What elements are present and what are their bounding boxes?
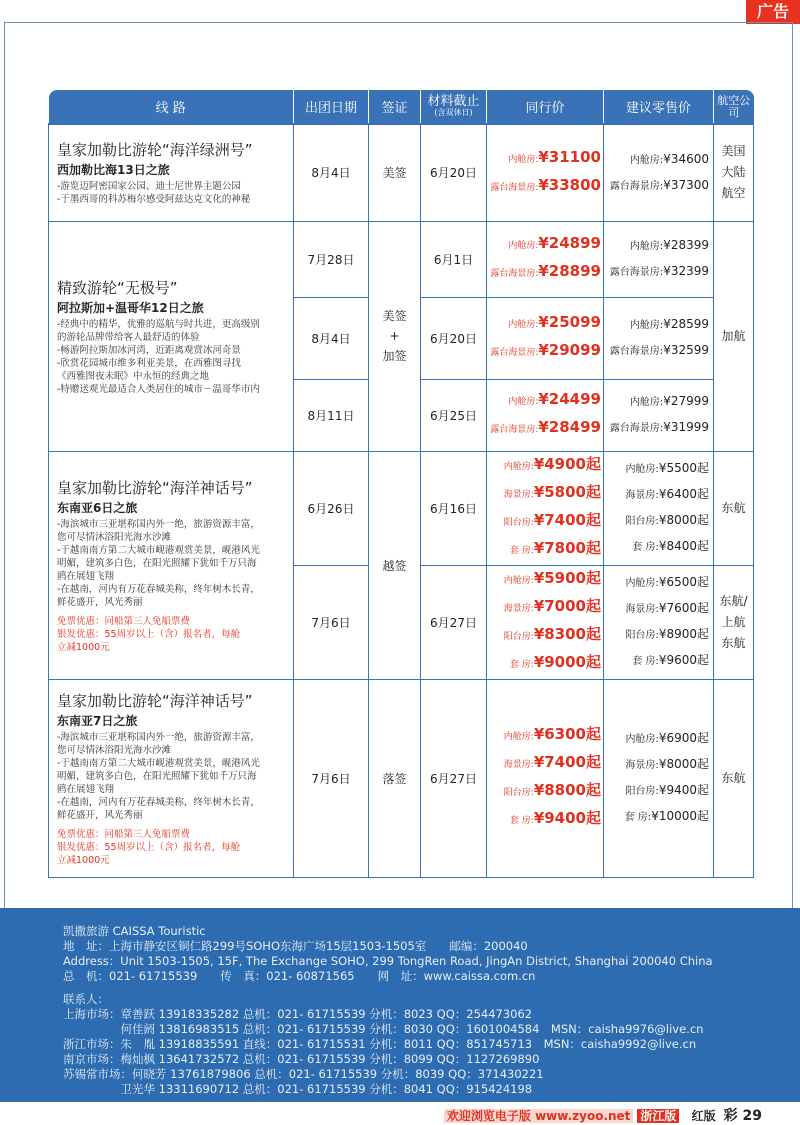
desc-line: -在越南，河内有万花春城美称，终年树木长青， (57, 583, 260, 595)
price-value: ¥8000起 (658, 757, 709, 771)
promo-line: 免票优惠：同船第三人免船票费 (57, 615, 191, 627)
price-value: ¥9000起 (533, 653, 601, 671)
airline-line: 上航 (721, 614, 746, 629)
price-label: 套 房: (624, 812, 652, 823)
desc-line: 您可尽情沐浴阳光海水沙滩 (57, 744, 172, 756)
desc-line: -在越南，河内有万花春城美称，终年树木长青， (57, 796, 260, 808)
price-value: ¥31999 (663, 420, 709, 434)
price-label: 露台海景房: (490, 269, 539, 279)
price-value: ¥6500起 (658, 575, 709, 589)
peer-price (487, 297, 604, 379)
price-value: ¥6300起 (533, 725, 601, 743)
airline-line: 东航/ (719, 593, 748, 608)
airline-line: 美国 (721, 144, 746, 159)
airline: 东航 (714, 451, 754, 565)
price-label: 套 房: (509, 546, 534, 556)
departure-date: 7月6日 (294, 565, 369, 679)
price-value: ¥10000起 (651, 809, 709, 823)
desc-line: 明媚，建筑多白色，在阳光照耀下犹如千万只海 (57, 770, 257, 782)
price-label: 套 房: (509, 816, 534, 826)
region-badge: 浙江版 (637, 1109, 679, 1123)
retail-price (604, 379, 714, 451)
peer-price (487, 379, 604, 451)
desc-line: 的游轮品牌带给客人最舒适的体验 (57, 331, 200, 343)
retail-price (604, 297, 714, 379)
price-value: ¥9400起 (533, 809, 601, 827)
table-row (49, 451, 754, 565)
price-value: ¥28399 (663, 238, 709, 252)
price-label: 海景房: (503, 760, 534, 770)
ad-tag: 广告 (746, 0, 800, 24)
retail-price (604, 451, 714, 565)
price-label: 内舱房: (629, 320, 664, 331)
departure-date: 8月4日 (294, 297, 369, 379)
phone-info: 总 机：021- 61715539 传 真：021- 60871565 网 址：www.caissa.com.cn (63, 969, 536, 983)
airline: 加航 (714, 221, 754, 451)
table-row (49, 221, 754, 297)
visa: 美签 (369, 124, 421, 221)
trip-title: 皇家加勒比游轮“海洋神话号” (57, 478, 253, 497)
price-value: ¥29099 (538, 341, 601, 359)
price-label: 内舱房: (503, 462, 534, 472)
price-value: ¥8900起 (658, 627, 709, 641)
desc-line: -于墨西哥的科苏梅尔感受阿兹达克文化的神秘 (57, 194, 251, 206)
desc-line: -欣赏花园城市维多利亚美景，在西雅图寻找 (57, 357, 241, 369)
header-peer-price: 同行价 (487, 90, 604, 124)
price-label: 海景房: (503, 490, 534, 500)
price-value: ¥7600起 (658, 601, 709, 615)
price-label: 内舱房: (508, 154, 539, 165)
departure-date: 7月28日 (294, 221, 369, 297)
price-value: ¥24899 (538, 234, 601, 252)
price-value: ¥28599 (663, 317, 709, 331)
departure-date: 7月6日 (294, 679, 369, 877)
retail-price (604, 221, 714, 297)
price-label: 内舱房: (625, 578, 659, 589)
price-value: ¥7800起 (533, 539, 601, 557)
peer-price (487, 124, 604, 221)
desc-line: -特赠送观光最适合人类居住的城市－温哥华市内 (57, 383, 260, 395)
trip-desc (57, 518, 287, 609)
price-value: ¥6400起 (658, 487, 709, 501)
page-number: 彩 29 (723, 1108, 762, 1124)
price-label: 内舱房: (629, 397, 664, 408)
route-cell (49, 679, 294, 877)
contact-footer (0, 908, 800, 1102)
price-value: ¥9600起 (658, 653, 709, 667)
desc-line: 鲜花盛开，风光秀丽 (57, 809, 143, 821)
desc-line: 鸥在展翅飞翔 (57, 570, 115, 582)
price-label: 内舱房: (629, 154, 664, 166)
price-label: 海景房: (625, 760, 659, 771)
contact-line: 南京市场：梅灿枫 13641732572 总机：021- 61715539 分机：8099 QQ：1127269890 (63, 1052, 540, 1066)
price-label: 海景房: (625, 490, 659, 501)
company-name: 凯撒旅游 CAISSA Touristic (63, 924, 206, 938)
peer-price (487, 221, 604, 297)
contact-line: 浙江市场：朱 胤 13918835591 直线：021- 61715531 分机：8011 QQ：851745713 MSN：caisha9992@live.cn (63, 1037, 697, 1051)
address-en: Address：Unit 1503-1505, 15F, The Exchange SOHO, 299 TongRen Road, JingAn District, Shanghai 200040 China (63, 954, 713, 968)
edition: 红版 (691, 1109, 716, 1123)
route-cell (49, 221, 294, 451)
trip-title: 皇家加勒比游轮“海洋神话号” (57, 691, 253, 710)
price-value: ¥25099 (538, 313, 601, 331)
airline-line: 东航 (721, 635, 746, 650)
desc-line: -经典中的精华，优雅的巡航与时共进，更高级别 (57, 318, 260, 330)
price-value: ¥7400起 (533, 511, 601, 529)
price-label: 内舱房: (508, 241, 539, 251)
airline: 东航 (714, 679, 754, 877)
price-label: 套 房: (632, 542, 659, 553)
header-deadline (421, 90, 487, 124)
visa-line: 加签 (382, 349, 407, 363)
price-label: 阳台房: (625, 516, 659, 527)
price-value: ¥8400起 (658, 539, 709, 553)
price-value: ¥9400起 (658, 783, 709, 797)
price-value: ¥34600 (663, 151, 709, 166)
desc-line: 《西雅图夜未眠》中永恒的经典之地 (57, 370, 210, 382)
header-route: 线 路 (49, 90, 294, 124)
price-label: 内舱房: (503, 732, 534, 742)
retail-price (604, 124, 714, 221)
airline-line: 大陆 (721, 165, 746, 180)
price-value: ¥8300起 (533, 625, 601, 643)
promo-text (57, 828, 287, 867)
visa-line: 美签 (382, 309, 407, 323)
trip-subtitle: 阿拉斯加+温哥华12日之旅 (57, 300, 204, 315)
airline (714, 565, 754, 679)
price-value: ¥8800起 (533, 781, 601, 799)
trip-desc (57, 318, 287, 396)
price-label: 露台海景房: (609, 180, 664, 192)
header-airline: 航空公司 (714, 90, 754, 124)
price-label: 露台海景房: (609, 267, 664, 278)
tour-table (48, 90, 754, 878)
deadline: 6月27日 (421, 679, 487, 877)
departure-date: 6月26日 (294, 451, 369, 565)
trip-title: 皇家加勒比游轮“海洋绿洲号” (57, 141, 253, 160)
trip-title: 精致游轮“无极号” (57, 278, 178, 297)
price-value: ¥5500起 (658, 461, 709, 475)
trip-desc (57, 731, 287, 822)
price-label: 套 房: (509, 660, 534, 670)
trip-subtitle: 东南亚7日之旅 (57, 713, 138, 728)
table-row (49, 679, 754, 877)
welcome-text: 欢迎浏览电子版 www.zyoo.net (444, 1109, 634, 1123)
price-label: 内舱房: (629, 241, 664, 252)
visa-line: + (389, 329, 400, 343)
price-value: ¥4900起 (533, 455, 601, 473)
trip-desc (57, 180, 287, 206)
visa: 越签 (369, 451, 421, 679)
price-value: ¥7400起 (533, 753, 601, 771)
desc-line: 明媚，建筑多白色，在阳光照耀下犹如千万只海 (57, 557, 257, 569)
desc-line: 您可尽情沐浴阳光海水沙滩 (57, 531, 172, 543)
deadline: 6月20日 (421, 297, 487, 379)
departure-date: 8月11日 (294, 379, 369, 451)
deadline: 6月20日 (421, 124, 487, 221)
price-label: 海景房: (625, 604, 659, 615)
price-label: 套 房: (632, 656, 659, 667)
price-label: 露台海景房: (490, 182, 539, 193)
price-label: 内舱房: (503, 576, 534, 586)
departure-date: 8月4日 (294, 124, 369, 221)
price-value: ¥6900起 (658, 731, 709, 745)
contacts-title: 联系人： (63, 992, 109, 1006)
price-label: 阳台房: (625, 786, 659, 797)
trip-subtitle: 东南亚6日之旅 (57, 500, 138, 515)
price-label: 阳台房: (503, 788, 534, 798)
deadline: 6月25日 (421, 379, 487, 451)
desc-line: -畅游阿拉斯加冰河湾，近距离观赏冰河奇景 (57, 344, 241, 356)
price-value: ¥37300 (663, 177, 709, 192)
price-label: 阳台房: (625, 630, 659, 641)
price-label: 露台海景房: (490, 348, 539, 358)
deadline: 6月27日 (421, 565, 487, 679)
retail-price (604, 679, 714, 877)
price-value: ¥33800 (538, 175, 601, 194)
table-row (49, 124, 754, 221)
price-value: ¥31100 (538, 147, 601, 166)
desc-line: -于越南南方第二大城市岘港观赏美景，岘港风光 (57, 544, 260, 556)
price-label: 内舱房: (625, 734, 659, 745)
header-deadline-sub: (含双休日) (434, 108, 473, 117)
deadline: 6月16日 (421, 451, 487, 565)
route-cell (49, 124, 294, 221)
price-value: ¥5800起 (533, 483, 601, 501)
desc-line: -于越南南方第二大城市岘港观赏美景，岘港风光 (57, 757, 260, 769)
desc-line: -海滨城市三亚堪称国内外一绝，旅游资源丰富， (57, 731, 260, 743)
contact-line: 何佳阏 13816983515 总机：021- 61715539 分机：8030 QQ：1601004584 MSN：caisha9976@live.cn (63, 1022, 704, 1036)
price-label: 阳台房: (503, 632, 534, 642)
price-label: 露台海景房: (609, 423, 664, 434)
price-label: 露台海景房: (490, 425, 539, 435)
header-date: 出团日期 (294, 90, 369, 124)
header-visa: 签证 (369, 90, 421, 124)
price-label: 阳台房: (503, 518, 534, 528)
price-label: 露台海景房: (609, 346, 664, 357)
desc-line: 鲜花盛开，风光秀丽 (57, 596, 143, 608)
price-value: ¥32399 (663, 264, 709, 278)
price-value: ¥8000起 (658, 513, 709, 527)
contact-line: 苏锡常市场：何晓芳 13761879806 总机：021- 61715539 分机：8039 QQ：371430221 (63, 1067, 544, 1081)
peer-price (487, 565, 604, 679)
price-label: 内舱房: (508, 320, 539, 330)
promo-line: 免票优惠：同船第三人免船票费 (57, 828, 191, 840)
price-value: ¥28899 (538, 262, 601, 280)
header-deadline-main: 材料截止 (427, 94, 480, 109)
deadline: 6月1日 (421, 221, 487, 297)
address-cn: 地 址：上海市静安区铜仁路299号SOHO东海广场15层1503-1505室 邮编：200040 (63, 939, 528, 953)
desc-line: -海滨城市三亚堪称国内外一绝，旅游资源丰富， (57, 518, 260, 530)
trip-subtitle: 西加勒比海13日之旅 (57, 163, 170, 178)
contact-line: 卫光华 13311690712 总机：021- 61715539 分机：8041 QQ：915424198 (63, 1082, 533, 1096)
header-retail-price: 建议零售价 (604, 90, 714, 124)
price-value: ¥5900起 (533, 569, 601, 587)
price-label: 海景房: (503, 604, 534, 614)
price-value: ¥27999 (663, 394, 709, 408)
desc-line: 鸥在展翅飞翔 (57, 783, 115, 795)
route-cell (49, 451, 294, 679)
peer-price (487, 451, 604, 565)
price-label: 内舱房: (625, 464, 659, 475)
promo-line: 银发优惠：55周岁以上（含）报名者，每舱 (57, 628, 241, 640)
contact-line: 上海市场：章善跃 13918335282 总机：021- 61715539 分机：8023 QQ：254473062 (63, 1007, 533, 1021)
page-bottom-bar (444, 1105, 762, 1125)
visa: 落签 (369, 679, 421, 877)
promo-line: 立减1000元 (57, 641, 110, 653)
price-value: ¥28499 (538, 418, 601, 436)
price-value: ¥32599 (663, 343, 709, 357)
price-label: 内舱房: (508, 397, 539, 407)
airline (714, 124, 754, 221)
table-header (49, 90, 754, 124)
price-value: ¥24499 (538, 390, 601, 408)
visa (369, 221, 421, 451)
price-value: ¥7000起 (533, 597, 601, 615)
promo-line: 立减1000元 (57, 854, 110, 866)
promo-line: 银发优惠：55周岁以上（含）报名者，每舱 (57, 841, 241, 853)
airline-line: 航空 (721, 186, 746, 201)
peer-price (487, 679, 604, 877)
retail-price (604, 565, 714, 679)
desc-line: -游览迈阿密国家公园、迪士尼世界主题公园 (57, 181, 241, 193)
promo-text (57, 615, 287, 654)
